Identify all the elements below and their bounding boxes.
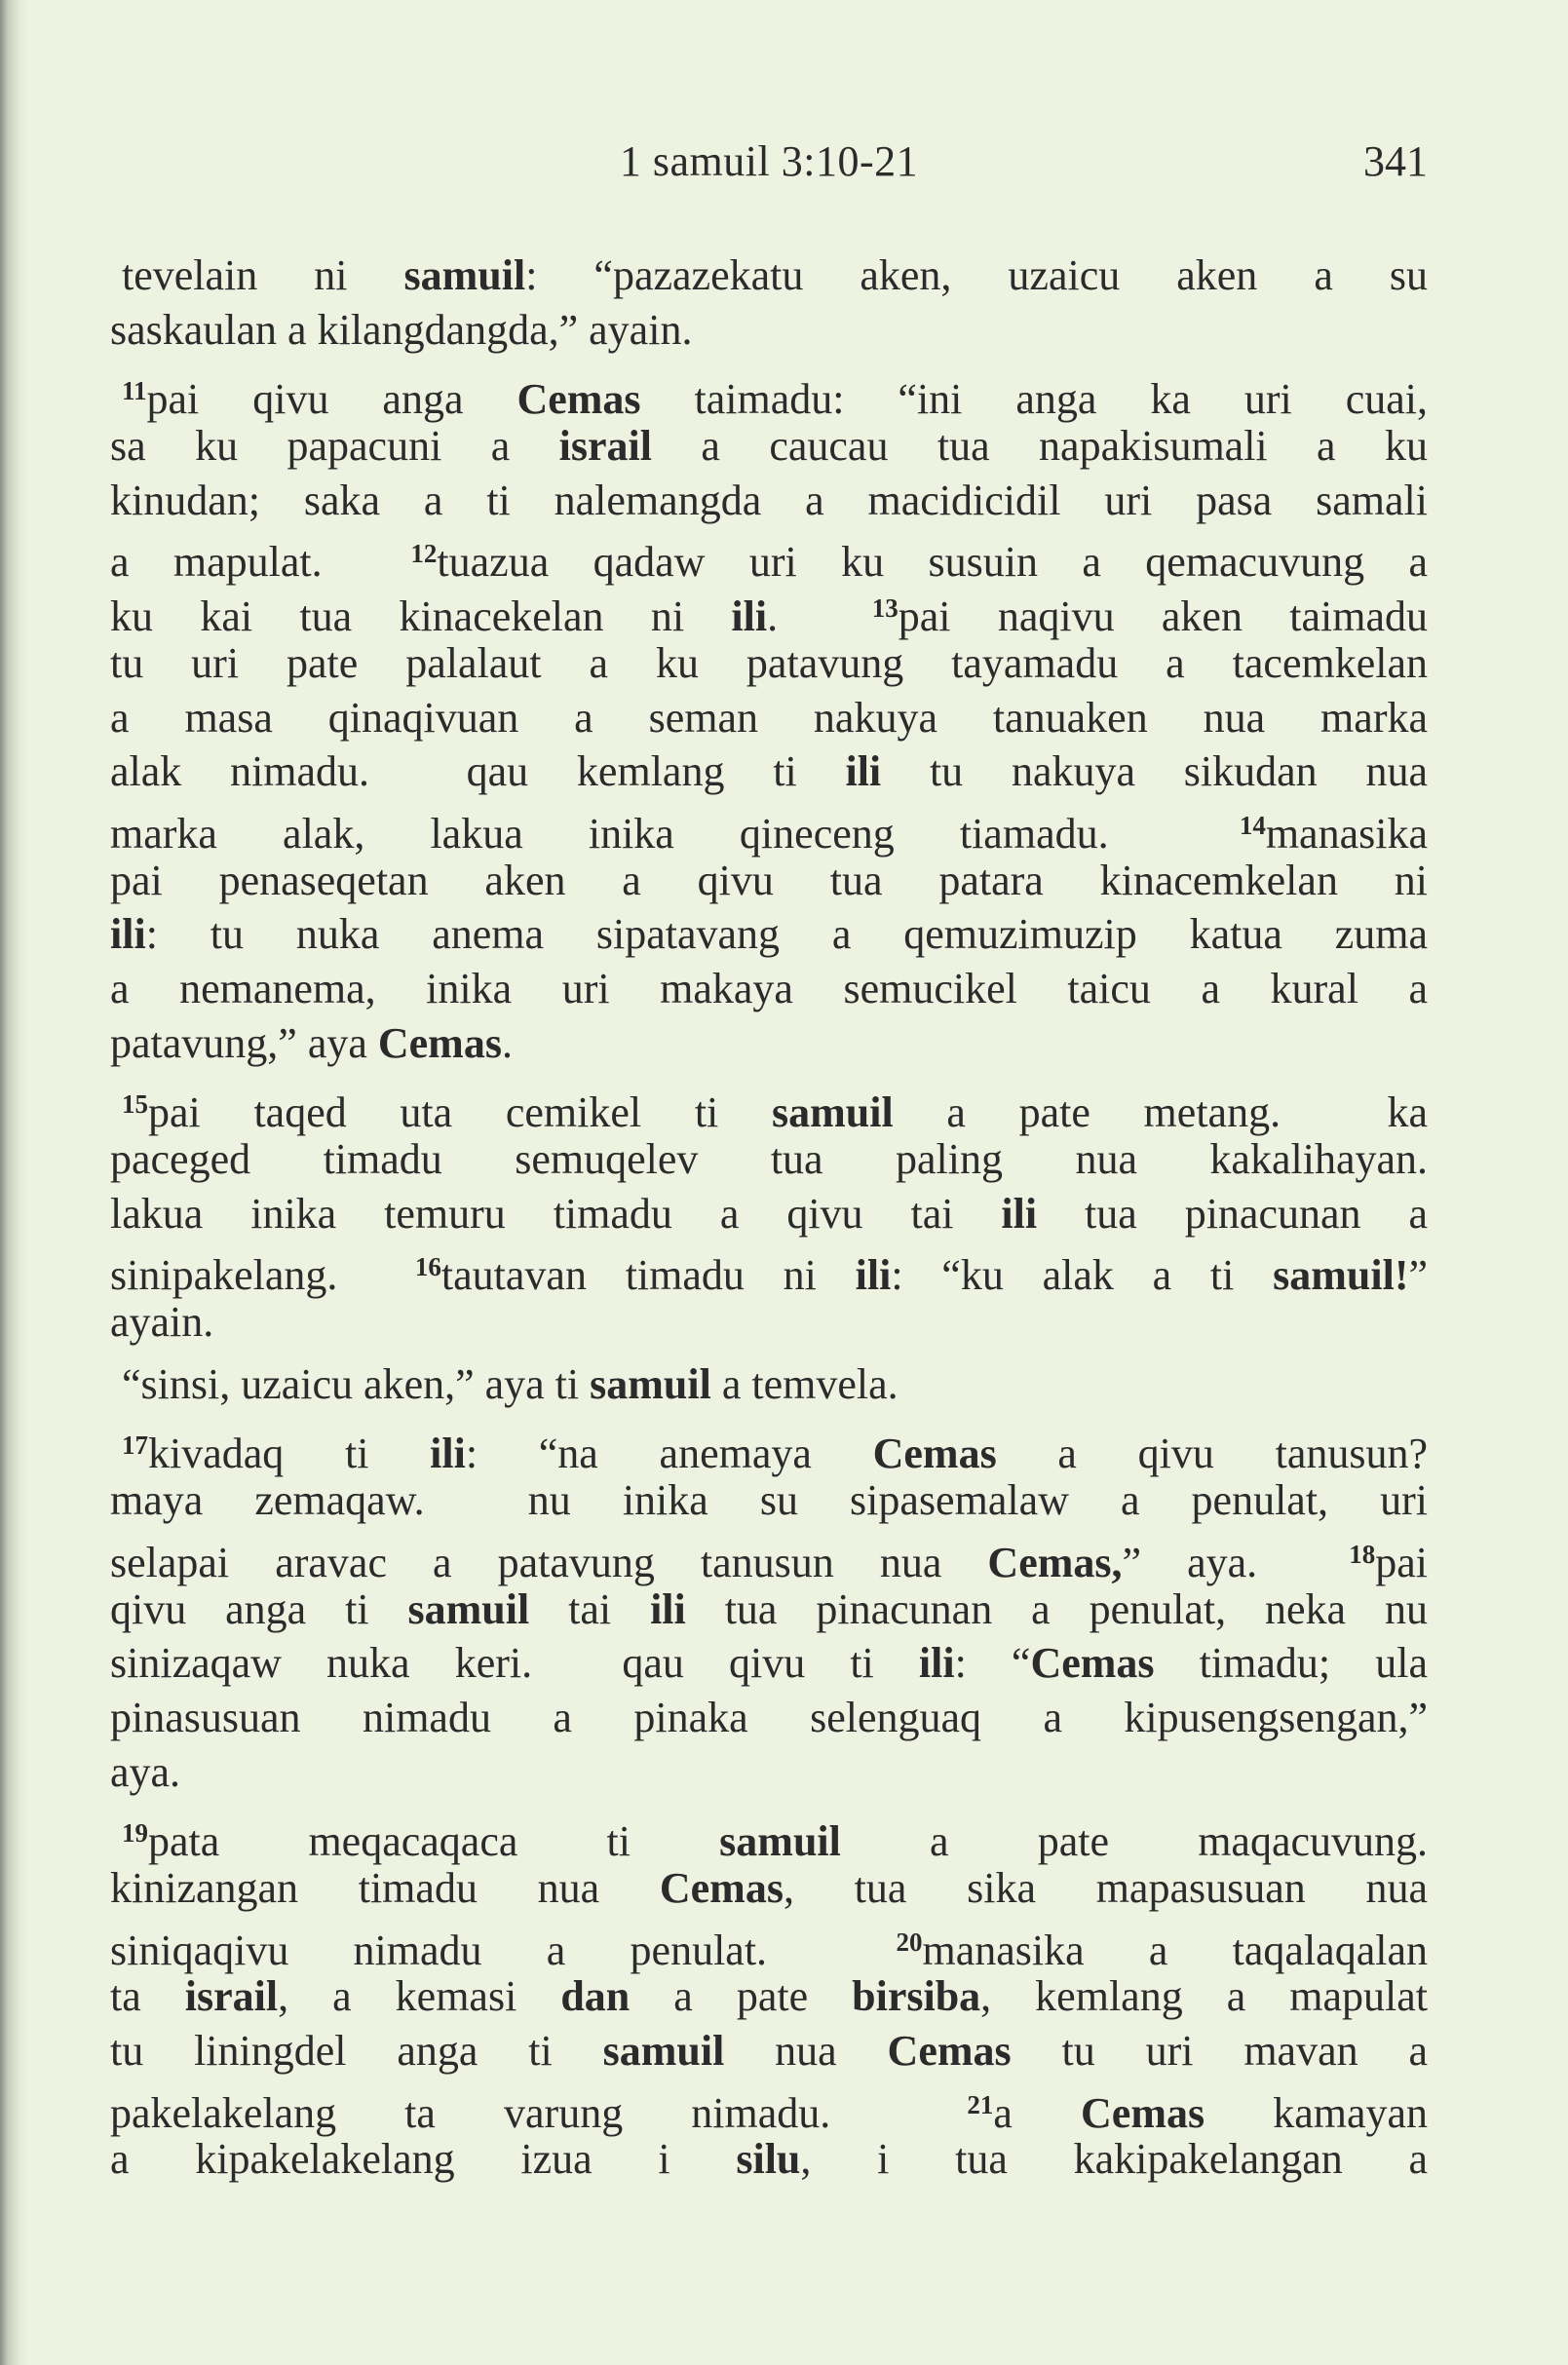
- bold-term: israil: [558, 422, 652, 471]
- text-line: [110, 691, 1428, 745]
- text-run: kinudan; saka a ti nalemangda a macidicidil uri pasa samali: [110, 476, 1428, 524]
- text-run: sa ku papacuni a: [110, 422, 559, 471]
- bold-term: samuil: [771, 1088, 894, 1137]
- text-line: [110, 1016, 1428, 1071]
- text-run: “sinsi, uzaicu aken,” aya ti: [122, 1359, 591, 1408]
- bold-term: Cemas: [516, 375, 641, 424]
- text-run: a caucau tua napakisumali a ku: [651, 422, 1428, 471]
- text-run: .: [501, 1018, 513, 1067]
- text-run: aya.: [110, 1747, 181, 1796]
- text-line: [110, 1691, 1428, 1745]
- text-run: tu uri pate palalaut a ku patavung tayamadu a tacemkelan: [110, 638, 1428, 687]
- text-run: pai naqivu aken taimadu: [898, 592, 1429, 641]
- text-run: , tua sika mapasusuan nua: [783, 1863, 1428, 1912]
- verse-number: 16: [414, 1252, 441, 1282]
- text-run: .: [767, 592, 872, 641]
- text-run: ayain.: [110, 1298, 214, 1347]
- text-run: : “: [954, 1639, 1031, 1688]
- text-line: [110, 1636, 1428, 1691]
- text-line: [110, 2024, 1428, 2079]
- bold-term: ili: [1001, 1189, 1038, 1238]
- text-run: a mapulat.: [110, 538, 411, 587]
- text-line: [110, 303, 1428, 358]
- text-run: tu liningdel anga ti: [110, 2027, 603, 2075]
- text-run: timadu; ula: [1154, 1639, 1428, 1688]
- bold-term: samuil: [719, 1817, 841, 1866]
- text-run: a: [993, 2088, 1082, 2137]
- text-line: [110, 364, 1429, 424]
- bold-term: birsiba: [852, 1972, 981, 2021]
- text-run: : “pazazekatu aken, uzaicu aken a su: [525, 251, 1428, 299]
- bold-term: Cemas: [1030, 1639, 1155, 1688]
- text-line: [110, 1745, 1428, 1800]
- text-run: manasika: [1265, 809, 1428, 858]
- text-line: [110, 799, 1428, 858]
- bold-term: ili: [845, 747, 882, 796]
- text-run: pata meqacaqaca ti: [148, 1817, 720, 1866]
- text-line: [110, 1807, 1428, 1866]
- text-run: , a kemasi: [278, 1972, 561, 2021]
- verse-number: 21: [967, 2089, 994, 2119]
- bold-term: israil: [184, 1972, 279, 2021]
- text-line: [110, 1295, 1428, 1350]
- bold-term: Cemas: [659, 1863, 784, 1912]
- verse-number: 18: [1349, 1539, 1376, 1569]
- body-text: [110, 248, 1428, 2187]
- text-run: maya zemaqaw. nu inika su sipasemalaw a penulat, uri: [110, 1476, 1428, 1525]
- text-run: pai penaseqetan aken a qivu tua patara kinacemkelan ni: [110, 856, 1428, 904]
- text-run: marka alak, lakua inika qineceng tiamadu.: [110, 809, 1240, 858]
- text-run: a nemanema, inika uri makaya semucikel taicu a kural a: [110, 964, 1428, 1012]
- text-run: pai taqed uta cemikel ti: [148, 1088, 772, 1137]
- text-run: a qivu tanusun?: [996, 1430, 1428, 1478]
- verse-number: 20: [896, 1926, 923, 1957]
- text-run: tua pinacunan a penulat, neka nu: [685, 1584, 1429, 1633]
- text-run: ku kai tua kinacekelan ni: [110, 592, 732, 641]
- text-run: lakua inika temuru timadu a qivu tai: [110, 1189, 1002, 1238]
- text-run: tu uri mavan a: [1011, 2027, 1428, 2075]
- text-run: a masa qinaqivuan a seman nakuya tanuaken nua marka: [110, 693, 1428, 742]
- bold-term: ili: [918, 1639, 955, 1688]
- text-run: kinizangan timadu nua: [110, 1863, 660, 1912]
- bold-term: silu: [736, 2135, 801, 2184]
- text-line: [110, 1528, 1428, 1586]
- text-line: [110, 1861, 1428, 1916]
- bold-term: ili: [110, 910, 146, 959]
- bold-term: samuil: [602, 2027, 725, 2075]
- text-line: [110, 854, 1428, 908]
- text-run: pinasusuan nimadu a pinaka selenguaq a kipusengsengan,”: [110, 1693, 1428, 1741]
- text-run: tevelain ni: [122, 251, 404, 299]
- text-line: [110, 744, 1428, 799]
- text-run: : “ku alak a ti: [891, 1251, 1274, 1300]
- text-line: [110, 1583, 1428, 1637]
- bold-term: Cemas,: [987, 1538, 1123, 1586]
- book-binding-shadow: [0, 0, 29, 2365]
- text-run: pai: [1375, 1538, 1428, 1586]
- text-line: [110, 1969, 1428, 2024]
- text-run: taimadu: “ini anga ka uri cuai,: [640, 375, 1429, 424]
- text-run: sinizaqaw nuka keri. qau qivu ti: [110, 1639, 919, 1688]
- text-run: , kemlang a mapulat: [980, 1972, 1428, 2021]
- text-line: [110, 1357, 1428, 1412]
- text-line: [110, 474, 1428, 528]
- bold-term: samuil: [590, 1359, 711, 1408]
- verse-number: 17: [122, 1430, 148, 1461]
- text-line: [110, 636, 1428, 691]
- text-run: saskaulan a kilangdangda,” ayain.: [110, 305, 693, 354]
- bold-term: ili: [430, 1430, 466, 1478]
- verse-number: 11: [122, 376, 147, 406]
- text-line: [110, 1187, 1428, 1241]
- text-line: [110, 419, 1428, 474]
- verse-number: 13: [871, 593, 899, 624]
- bold-term: ili: [650, 1584, 686, 1633]
- text-run: sinipakelang.: [110, 1251, 415, 1300]
- text-run: tu nakuya sikudan nua: [881, 747, 1428, 796]
- text-line: [110, 1240, 1429, 1300]
- text-line: [110, 2079, 1428, 2137]
- page-number: 341: [1363, 137, 1428, 185]
- text-run: , i tua kakipakelangan a: [800, 2135, 1429, 2184]
- text-run: tai: [529, 1584, 651, 1633]
- text-line: [110, 1132, 1428, 1187]
- text-run: tua pinacunan a: [1037, 1189, 1428, 1238]
- text-run: : “na anemaya: [465, 1430, 873, 1478]
- text-run: patavung,” aya: [110, 1018, 378, 1067]
- bold-term: samuil: [407, 1584, 530, 1633]
- text-line: [110, 248, 1428, 303]
- text-run: kivadaq ti: [148, 1430, 431, 1478]
- text-run: a temvela.: [710, 1359, 899, 1408]
- text-run: ta: [110, 1972, 185, 2021]
- bold-term: samuil!: [1273, 1251, 1409, 1300]
- text-run: qivu anga ti: [110, 1584, 408, 1633]
- text-run: nua: [724, 2027, 888, 2075]
- text-line: [110, 1473, 1428, 1528]
- text-run: manasika a taqalaqalan: [922, 1926, 1428, 1974]
- bold-term: Cemas: [872, 1430, 997, 1478]
- text-run: : tu nuka anema sipatavang a qemuzimuzip katua zuma: [145, 910, 1428, 959]
- text-line: [110, 1916, 1428, 1974]
- text-line: [110, 527, 1428, 587]
- text-run: paceged timadu semuqelev tua paling nua kakalihayan.: [110, 1135, 1428, 1183]
- text-run: tuazua qadaw uri ku susuin a qemacuvung a: [437, 538, 1428, 587]
- text-run: pakelakelang ta varung nimadu.: [110, 2088, 968, 2137]
- text-line: [110, 2132, 1428, 2187]
- text-run: tautavan timadu ni: [440, 1251, 856, 1300]
- text-run: pai qivu anga: [146, 375, 517, 424]
- text-run: kamayan: [1205, 2088, 1428, 2137]
- text-line: [110, 962, 1428, 1016]
- page-header: [110, 136, 1428, 195]
- text-run: ” aya.: [1122, 1538, 1350, 1586]
- text-run: a pate: [630, 1972, 853, 2021]
- text-run: a pate metang. ka: [893, 1088, 1428, 1137]
- bold-term: Cemas: [1081, 2088, 1205, 2137]
- text-run: selapai aravac a patavung tanusun nua: [110, 1538, 988, 1586]
- text-run: a pate maqacuvung.: [840, 1817, 1428, 1866]
- bold-term: samuil: [403, 251, 526, 299]
- text-line: [110, 907, 1428, 962]
- bold-term: Cemas: [887, 2027, 1012, 2075]
- bold-term: ili: [855, 1251, 892, 1300]
- text-line: [110, 582, 1429, 641]
- verse-number: 15: [122, 1089, 148, 1120]
- verse-number: 14: [1239, 810, 1266, 840]
- text-line: [110, 1419, 1428, 1478]
- bold-term: dan: [560, 1972, 631, 2021]
- text-run: siniqaqivu nimadu a penulat.: [110, 1926, 897, 1974]
- running-title: 1 samuil 3:10-21: [619, 137, 919, 185]
- text-line: [110, 1078, 1428, 1137]
- verse-number: 19: [122, 1818, 148, 1849]
- bold-term: Cemas: [377, 1018, 502, 1067]
- verse-number: 12: [410, 539, 438, 569]
- text-run: a kipakelakelang izua i: [110, 2135, 737, 2184]
- text-run: alak nimadu. qau kemlang ti: [110, 747, 846, 796]
- text-run: ”: [1408, 1251, 1429, 1300]
- bold-term: ili: [731, 592, 768, 641]
